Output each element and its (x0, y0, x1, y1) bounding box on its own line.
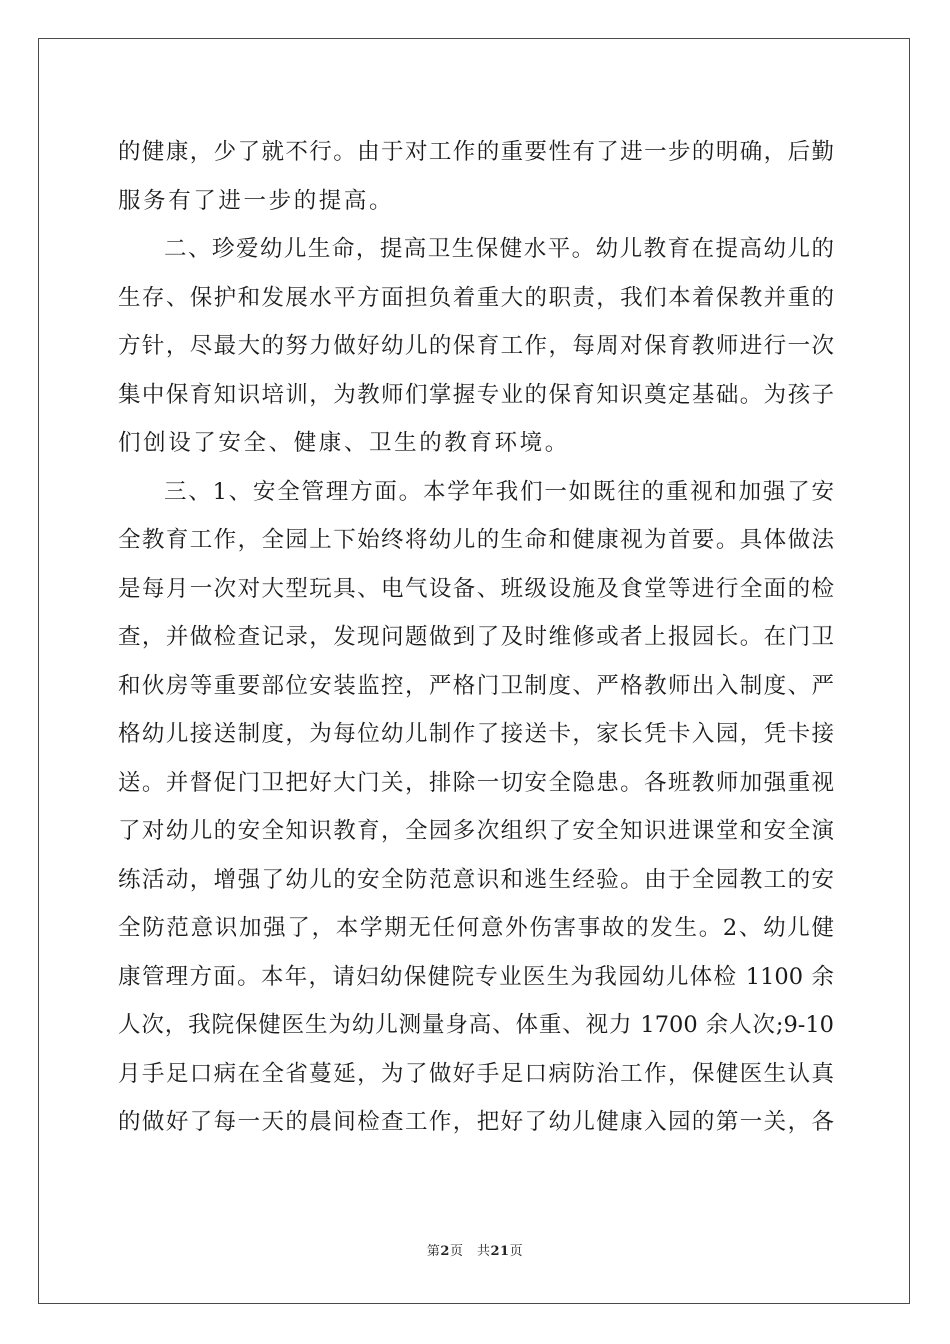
text-line: 方针，尽最大的努力做好幼儿的保育工作，每周对保育教师进行一次 (118, 333, 834, 359)
text-line: 月手足口病在全省蔓延，为了做好手足口病防治工作，保健医生认真 (118, 1060, 834, 1087)
text-line: 了对幼儿的安全知识教育，全园多次组织了安全知识进课堂和安全演 (118, 818, 834, 844)
text-line: 和伙房等重要部位安装监控，严格门卫制度、严格教师出入制度、严 (118, 672, 834, 699)
text-line: 送。并督促门卫把好大门关，排除一切安全隐患。各班教师加强重视 (118, 769, 834, 796)
text-line: 的健康，少了就不行。由于对工作的重要性有了进一步的明确，后勤 (118, 139, 834, 165)
footer-suffix: 页 (509, 1244, 524, 1259)
text-line: 全防范意识加强了，本学期无任何意外伤害事故的发生。2、幼儿健 (118, 915, 834, 941)
footer-middle: 页 共 (449, 1244, 491, 1259)
text-line: 是每月一次对大型玩具、电气设备、班级设施及食堂等进行全面的检 (118, 575, 834, 602)
paragraph-start-line: 二、珍爱幼儿生命，提高卫生保健水平。幼儿教育在提高幼儿的 (164, 236, 834, 262)
text-line: 查，并做检查记录，发现问题做到了及时维修或者上报园长。在门卫 (118, 624, 834, 650)
document-body (118, 128, 834, 1147)
text-line: 康管理方面。本年，请妇幼保健院专业医生为我园幼儿体检 1100 余 (118, 963, 834, 990)
text-line: 人次，我院保健医生为幼儿测量身高、体重、视力 1700 余人次;9-10 (118, 1012, 834, 1038)
total-page-number: 21 (490, 1244, 510, 1259)
text-line: 练活动，增强了幼儿的安全防范意识和逃生经验。由于全园教工的安 (118, 866, 834, 893)
text-line: 全教育工作，全园上下始终将幼儿的生命和健康视为首要。具体做法 (118, 527, 834, 553)
current-page-number: 2 (440, 1244, 450, 1259)
paragraph-start-line: 三、1、安全管理方面。本学年我们一如既往的重视和加强了安 (164, 478, 834, 505)
page-footer (0, 1240, 950, 1259)
text-line: 服务有了进一步的提高。 (118, 187, 395, 214)
text-line: 的做好了每一天的晨间检查工作，把好了幼儿健康入园的第一关，各 (118, 1109, 834, 1135)
text-line: 生存、保护和发展水平方面担负着重大的职责，我们本着保教并重的 (118, 284, 834, 311)
text-line: 们创设了安全、健康、卫生的教育环境。 (118, 430, 570, 456)
footer-prefix: 第 (426, 1244, 441, 1259)
text-line: 格幼儿接送制度，为每位幼儿制作了接送卡，家长凭卡入园，凭卡接 (118, 721, 834, 747)
text-line: 集中保育知识培训，为教师们掌握专业的保育知识奠定基础。为孩子 (118, 381, 834, 408)
